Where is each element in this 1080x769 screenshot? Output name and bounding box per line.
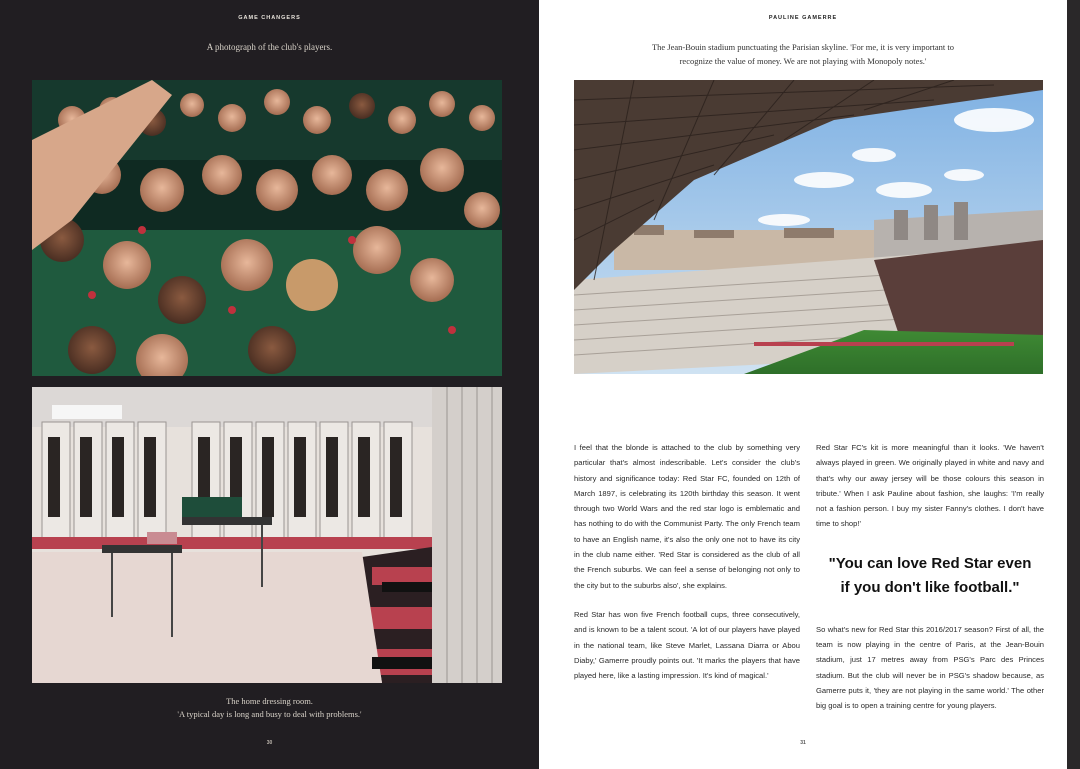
running-head-left: GAME CHANGERS (238, 15, 301, 21)
page-number-right: 31 (800, 740, 806, 746)
pull-quote-line2: if you don't like football." (840, 578, 1020, 596)
caption-dressing-line1: The home dressing room. (226, 696, 313, 706)
right-page (539, 0, 1067, 769)
page-edge (1067, 0, 1080, 769)
dressing-room-photo (32, 387, 502, 683)
caption-dressing-room (0, 695, 539, 721)
body-paragraph: Red Star has won five French football cups, three consecutively, and is known to be a talent scout. 'A lot of our players have played in the national team, like Steve Marlet, Lassana Diarra or Abou Diaby,' Gamerre proudly points out. 'It marks the players that have played here, like a lasting impression. It's kind of magical.' (574, 609, 800, 681)
caption-players: A photograph of the club's players. (206, 42, 333, 52)
body-column-left (574, 440, 800, 697)
body-column-right (816, 440, 1044, 728)
running-head-right: PAULINE GAMERRE (768, 15, 838, 21)
body-paragraph: So what's new for Red Star this 2016/2017 season? First of all, the team is now playing in the centre of Paris, at the Jean-Bouin stadium, just 17 metres away from PSG's Parc des Princes stadium. But the club will never be in PSG's shadow because, as Gamerre puts it, 'they are not playing in the same world.' The other big goal is to open a training centre for young players. (816, 624, 1044, 711)
left-page (0, 0, 539, 769)
page-number-left: 30 (266, 740, 273, 746)
pull-quote-line1: "You can love Red Star even (828, 554, 1032, 572)
body-paragraph: I feel that the blonde is attached to the club by something very particular that's almost indescribable. Let's consider the club's history and significance today: Red Star FC, founded on 12th of March 1897, is celebrating its 120th birthday this season. It went through two World Wars and the red star logo is emblematic and has nothing to do with the Communist Party. The only French team to have an English name, it's also the only one not to have its city in the club name either. 'Red Star is considered as the club of all the French suburbs. We can feel a sense of belonging not only to the city but to the suburbs also', she explains. (574, 443, 800, 590)
caption-stadium (599, 40, 1007, 68)
caption-dressing-line2: 'A typical day is long and busy to deal with problems.' (177, 709, 362, 719)
stadium-photo (574, 80, 1043, 374)
body-paragraph: Red Star FC's kit is more meaningful than it looks. 'We haven't always played in green. We originally played in white and navy and that's why our away jersey will be those colours this season in tribute.' When I ask Pauline about fashion, she laughs: 'I'm really not a fashion person. I buy my sister Fanny's clothes. I don't have time to shop!' (816, 443, 1044, 529)
pull-quote (816, 552, 1044, 600)
caption-stadium-line2: recognize the value of money. We are not playing with Monopoly notes.' (679, 56, 927, 66)
caption-stadium-line1: The Jean-Bouin stadium punctuating the Parisian skyline. 'For me, it is very important to (651, 42, 955, 52)
players-photo (32, 80, 502, 376)
